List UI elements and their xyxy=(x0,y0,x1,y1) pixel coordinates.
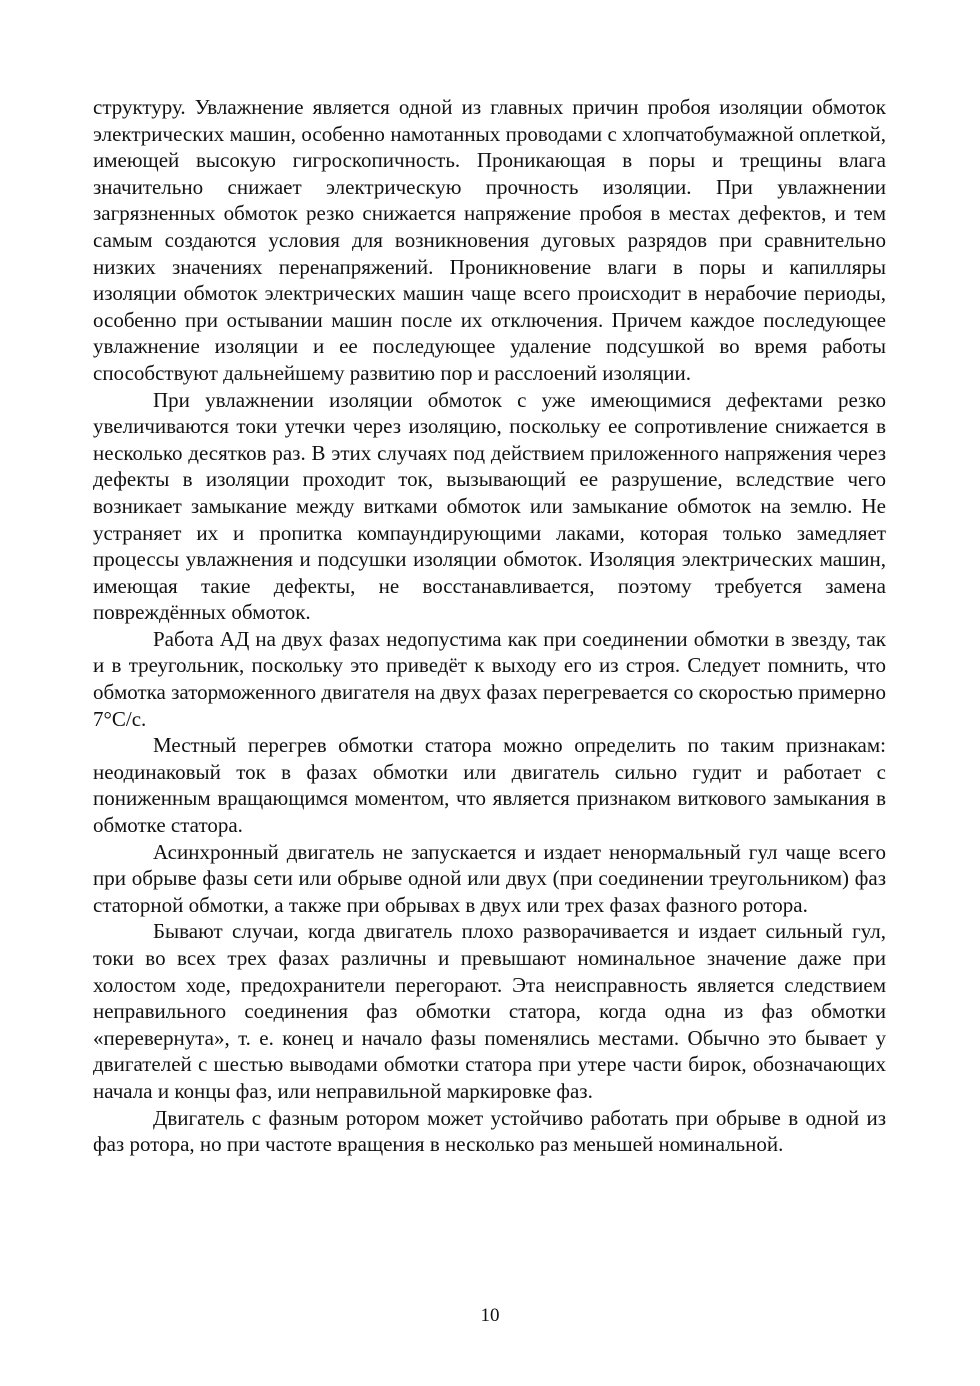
paragraph-phase-reversal: Бывают случаи, когда двигатель плохо разворачивается и издает сильный гул, токи во всех трех фазах различны и превышают номинальное значение даже при холостом ходе, предохранители перегорают. Эта неисправность является следствием неправильного соединения фаз обмотки статора, когда одна из фаз обмотки «перевернута», т. е. конец и начало фазы поменялись местами. Обычно это бывает у двигателей с шестью выводами обмотки статора при утере части бирок, обозначающих начала и концы фаз, или неправильной маркировке фаз. xyxy=(93,919,886,1103)
paragraph-leakage-currents: При увлажнении изоляции обмоток с уже имеющимися дефектами резко увеличиваются токи утечки через изоляцию, поскольку ее сопротивление снижается в несколько десятков раз. В этих случаях под действием приложенного напряжения через дефекты в изоляции проходит ток, вызывающий ее разрушение, вследствие чего возникает замыкание между витками обмоток или замыкание обмоток на землю. Не устраняет их и пропитка компаундирующими лаками, которая только замедляет процессы увлажнения и подсушки изоляции обмоток. Изоляция электрических машин, имеющая такие дефекты, не восстанавливается, поэтому требуется замена повреждённых обмоток. xyxy=(93,387,886,625)
paragraph-local-overheating: Местный перегрев обмотки статора можно определить по таким признакам: неодинаковый ток в фазах обмотки или двигатель сильно гудит и работает с пониженным вращающимся моментом, что является признаком виткового замыкания в обмотке статора. xyxy=(93,733,886,838)
paragraph-motor-not-starting: Асинхронный двигатель не запускается и издает ненормальный гул чаще всего при обрыве фазы сети или обрыве одной или двух (при соединении треугольником) фаз статорной обмотки, а также при обрывах в двух или трех фазах фазного ротора. xyxy=(93,839,886,917)
paragraph-two-phase-operation: Работа АД на двух фазах недопустима как при соединении обмотки в звезду, так и в треугольник, поскольку это приведёт к выходу его из строя. Следует помнить, что обмотка заторможенного двигателя на двух фазах перегревается со скоростью примерно 7°С/с. xyxy=(93,626,886,731)
page-number: 10 xyxy=(480,1305,500,1326)
paragraph-moisture-continuation: структуру. Увлажнение является одной из главных причин пробоя изоляции обмоток электрических машин, особенно намотанных проводами с хлопчатобумажной оплеткой, имеющей высокую гигроскопичность. Проникающая в поры и трещины влага значительно снижает электрическую прочность изоляции. При увлажнении загрязненных обмоток резко снижается напряжение пробоя в местах дефектов, и тем самым создаются условия для возникновения дуговых разрядов при сравнительно низких значениях перенапряжений. Проникновение влаги в поры и капилляры изоляции обмоток электрических машин чаще всего происходит в нерабочие периоды, особенно при остывании машин после их отключения. Причем каждое последующее увлажнение изоляции и ее последующее удаление подсушкой во время работы способствуют дальнейшему развитию пор и расслоений изоляции. xyxy=(93,95,886,385)
paragraph-wound-rotor: Двигатель с фазным ротором может устойчиво работать при обрыве в одной из фаз ротора, но при частоте вращения в несколько раз меньшей номинальной. xyxy=(93,1105,886,1157)
page-body xyxy=(93,94,886,1158)
